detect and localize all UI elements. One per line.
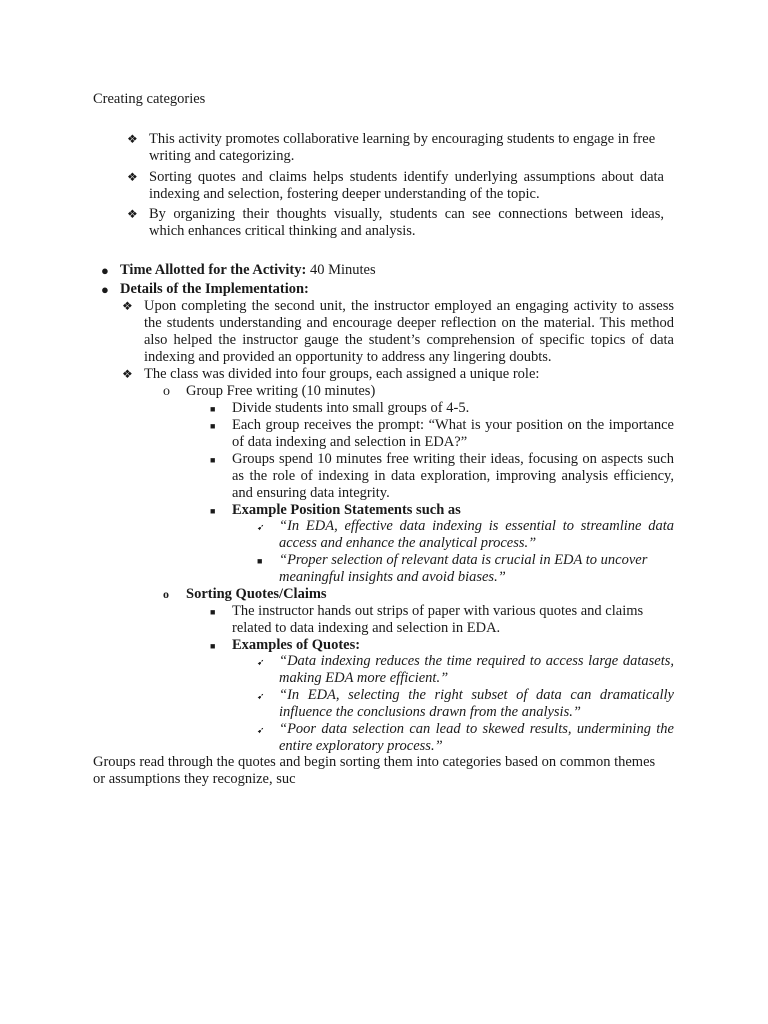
gfw-examples-label: Example Position Statements such as [232,502,461,518]
circle-bullet-icon: o [163,587,169,601]
square-bullet-icon: ■ [210,607,216,617]
square-bullet-icon: ■ [210,404,216,414]
sorting-example-3: “Poor data selection can lead to skewed results, undermining the entire exploratory process.” [279,721,674,754]
details-item-2: The class was divided into four groups, each assigned a unique role: [144,366,540,382]
group-free-writing-title: Group Free writing (10 minutes) [186,383,376,399]
disc-bullet-icon: ● [101,282,109,297]
arrow-bullet-icon: ➹ [257,522,265,532]
sorting-examples-label: Examples of Quotes: [232,637,361,653]
square-bullet-icon: ■ [210,455,216,465]
intro-bullet-2: Sorting quotes and claims helps students identify underlying assumptions about data indexing and selection, fostering deeper understanding of the topic. [149,169,664,202]
intro-bullet-3: By organizing their thoughts visually, students can see connections between ideas, which enhances critical thinking and analysis. [149,206,664,239]
gfw-example-2: “Proper selection of relevant data is crucial in EDA to uncover meaningful insights and avoid biases.” [279,552,648,585]
gfw-step-2: Each group receives the prompt: “What is your position on the importance of data indexing and selection in EDA?” [232,417,674,450]
arrow-bullet-icon: ➹ [257,725,265,735]
diamond-bullet-icon: ❖ [122,299,133,313]
sorting-example-2: “In EDA, selecting the right subset of data can dramatically influence the conclusions drawn from the analysis.” [279,687,674,720]
intro-bullet-1: This activity promotes collaborative learning by encouraging students to engage in free writing and categorizing. [149,131,656,164]
diamond-bullet-icon: ❖ [122,367,133,381]
arrow-bullet-icon: ➹ [257,657,265,667]
gfw-example-1: “In EDA, effective data indexing is essential to streamline data access and enhance the analytical process.” [279,518,674,551]
sorting-step-1: The instructor hands out strips of paper with various quotes and claims related to data indexing and selection in EDA. [232,603,644,636]
gfw-step-1: Divide students into small groups of 4-5. [232,400,470,416]
closing-paragraph: Groups read through the quotes and begin sorting them into categories based on common themes or assumptions they recognize, suc [93,754,656,787]
gfw-step-3: Groups spend 10 minutes free writing their ideas, focusing on aspects such as the role of indexing in data exploration, improving analysis efficiency, and ensuring data integrity. [232,451,674,501]
disc-bullet-icon: ● [101,263,109,278]
details-label: Details of the Implementation: [120,281,309,297]
diamond-bullet-icon: ❖ [127,207,138,221]
sorting-title: Sorting Quotes/Claims [186,586,327,602]
diamond-bullet-icon: ❖ [127,170,138,184]
details-item-1: Upon completing the second unit, the instructor employed an engaging activity to assess the students understanding and encourage deeper reflection on the material. This method also helped the instructor gauge the student’s comprehension of specific topics of data indexing and provided an opportunity to address any lingering doubts. [144,298,674,365]
time-allotted [120,262,680,279]
square-bullet-icon: ■ [210,421,216,431]
diamond-bullet-icon: ❖ [127,132,138,146]
section-heading: Creating categories [93,91,206,107]
time-value: 40 Minutes [306,262,376,278]
arrow-bullet-icon: ➹ [257,691,265,701]
square-bullet-icon: ■ [210,506,216,516]
circle-bullet-icon: o [163,384,170,399]
square-bullet-icon: ■ [257,556,263,566]
sorting-example-1: “Data indexing reduces the time required to access large datasets, making EDA more efficient.” [279,653,674,686]
square-bullet-icon: ■ [210,641,216,651]
time-label: Time Allotted for the Activity: [120,262,307,278]
